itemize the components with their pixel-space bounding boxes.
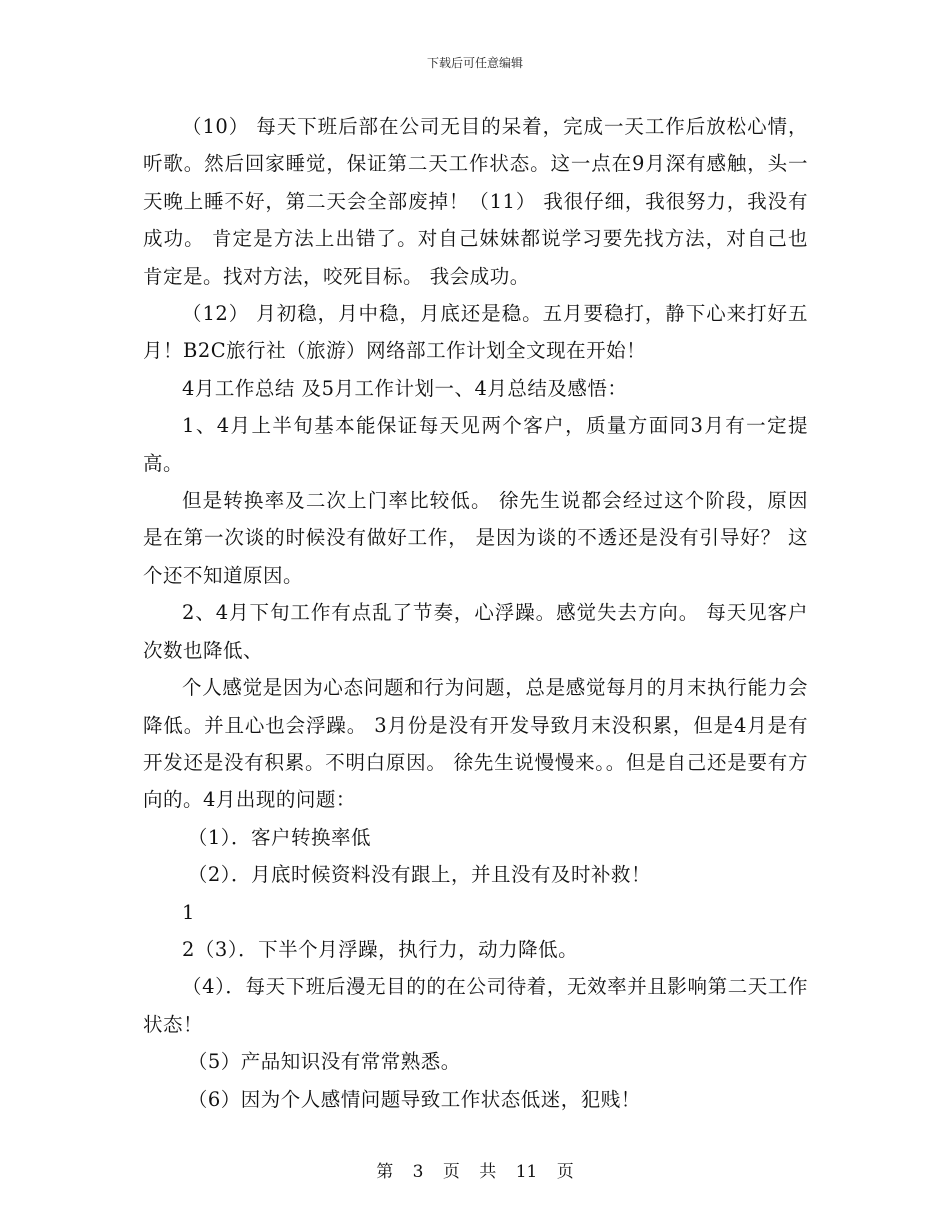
paragraph-april-first-half: 1、4月上半旬基本能保证每天见两个客户，质量方面同3月有一定提高。 <box>143 414 808 475</box>
list-item-5: （5）产品知识没有常常熟悉。 <box>187 1050 461 1074</box>
stray-number: 1 <box>182 900 195 924</box>
list-item-2: （2）．月底时候资料没有跟上，并且没有及时补救！ <box>187 863 652 887</box>
page-footer <box>0 1157 950 1182</box>
section-heading: 4月工作总结 及5月工作计划一、4月总结及感悟： <box>182 376 628 400</box>
paragraph-10-11: （10） 每天下班后部在公司无目的呆着，完成一天工作后放松心情，听歌。然后回家睡觉，保证第二天工作状态。这一点在9月深有感触，头一天晚上睡不好，第二天会全部废掉！（11） 我很仔细，我很努力，我没有成功。 肯定是方法上出错了。对自己妹妹都说学习要先找方法，对自己也肯定是。找对方法，咬死目标。 我会成功。 <box>143 115 808 288</box>
list-item-1: （1）．客户转换率低 <box>187 825 372 849</box>
current-page-number: 3 <box>412 1162 424 1182</box>
paragraph-conversion-rate: 但是转换率及二次上门率比较低。 徐先生说都会经过这个阶段，原因是在第一次谈的时候没有做好工作， 是因为谈的不透还是没有引导好？ 这个还不知道原因。 <box>143 489 808 587</box>
footer-label-ye: 页 <box>442 1162 460 1182</box>
paragraph-personal-feeling: 个人感觉是因为心态问题和行为问题，总是感觉每月的月末执行能力会降低。并且心也会浮躁。 3月份是没有开发导致月末没积累，但是4月是有开发还是没有积累。不明白原因。 徐先生说慢慢来。。但是自己还是要有方向的。4月出现的问题： <box>143 676 808 812</box>
footer-label-ye-2: 页 <box>556 1162 574 1182</box>
paragraph-april-second-half: 2、4月下旬工作有点乱了节奏，心浮躁。感觉失去方向。 每天见客户次数也降低、 <box>143 601 808 662</box>
paragraph-12: （12） 月初稳，月中稳，月底还是稳。五月要稳打，静下心来打好五月！B2C旅行社（旅游）网络部工作计划全文现在开始！ <box>143 302 808 363</box>
list-item-4: （4）．每天下班后漫无目的的在公司待着，无效率并且影响第二天工作状态！ <box>143 975 808 1036</box>
document-body <box>143 108 808 1118</box>
page-header: 下载后可任意编辑 <box>426 56 523 70</box>
total-pages-number: 11 <box>515 1162 538 1182</box>
list-item-6: （6）因为个人感情问题导致工作状态低迷，犯贱！ <box>187 1087 641 1111</box>
footer-label-gong: 共 <box>479 1162 497 1182</box>
list-item-3: 2（3）．下半个月浮躁，执行力，动力降低。 <box>182 937 579 961</box>
footer-label-di: 第 <box>376 1162 394 1182</box>
